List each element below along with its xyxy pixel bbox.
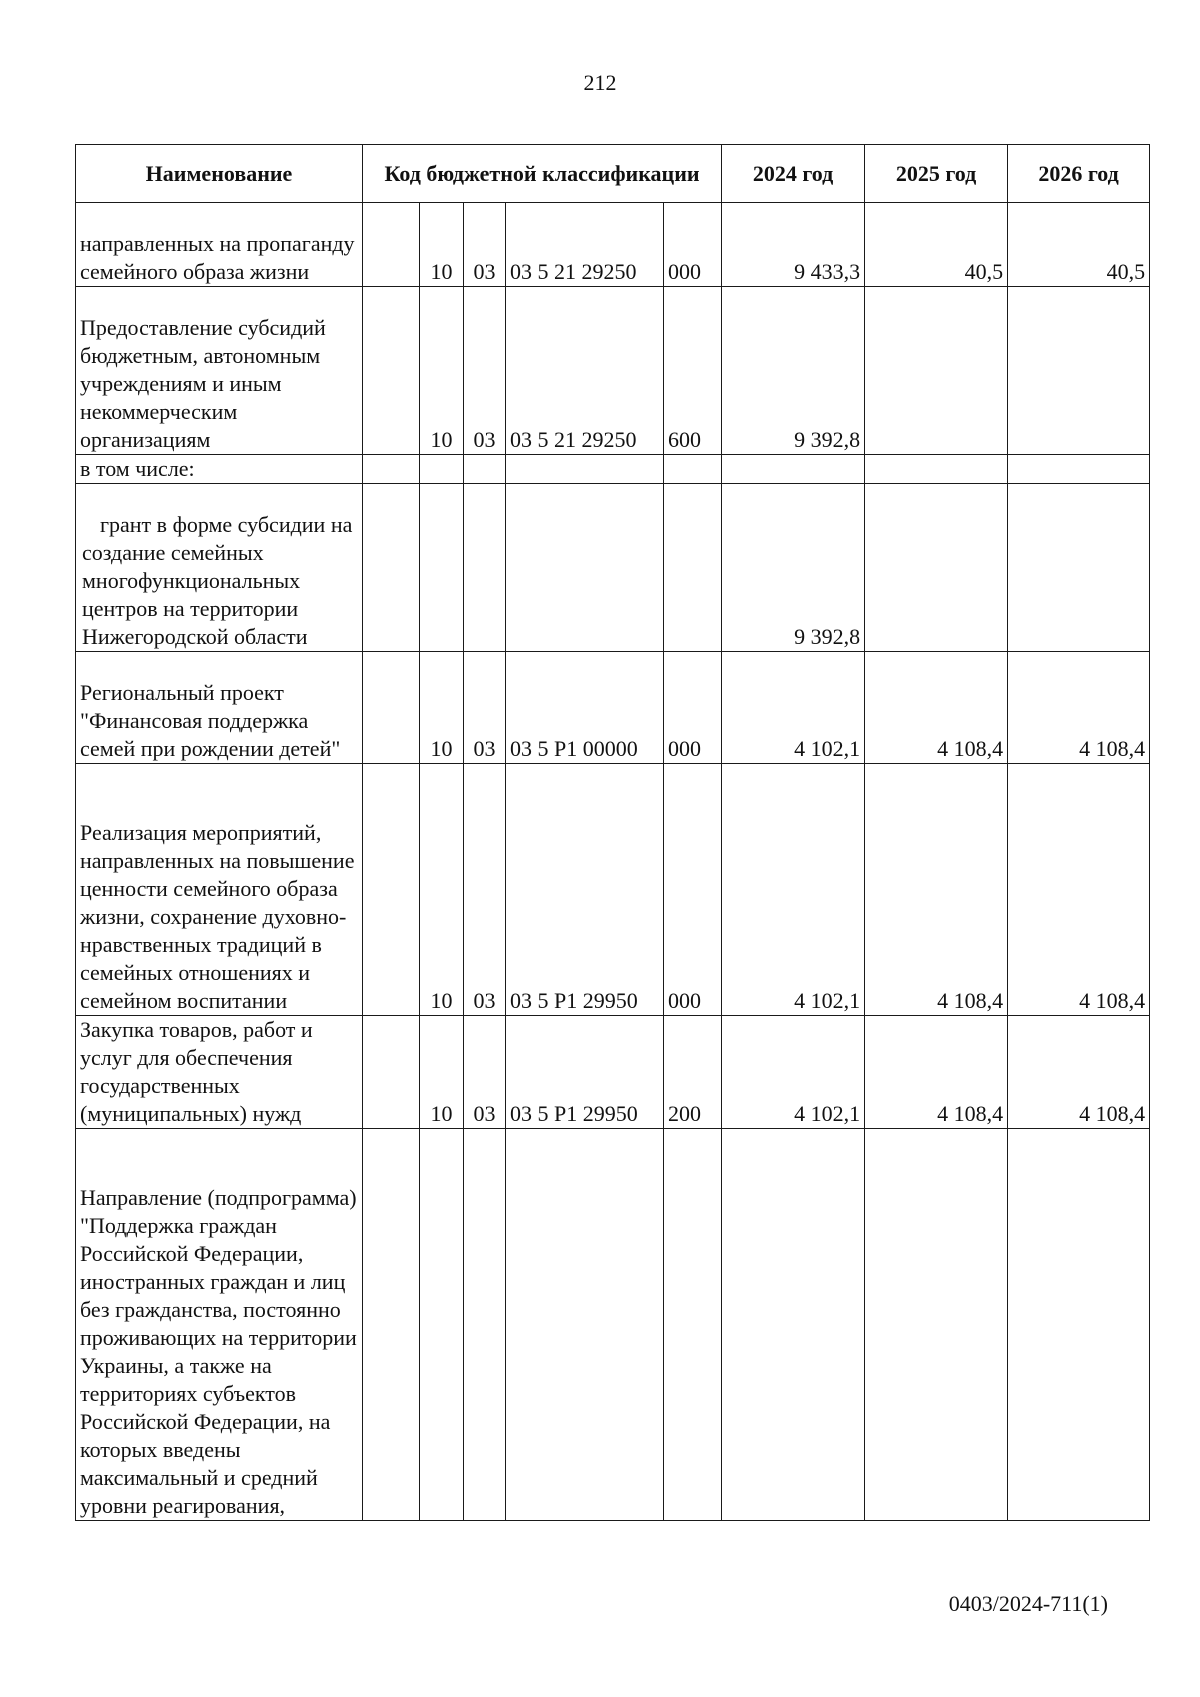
table-row bbox=[76, 203, 1150, 287]
row-spacer bbox=[363, 455, 420, 484]
row-value-2024: 9 392,8 bbox=[722, 287, 865, 455]
document-code: 0403/2024-711(1) bbox=[948, 1591, 1108, 1616]
row-value-2026: 4 108,4 bbox=[1008, 764, 1150, 1016]
row-value-2024: 4 102,1 bbox=[722, 1016, 865, 1129]
row-name: Направление (подпрограмма) "Поддержка граждан Российской Федерации, иностранных граждан и лиц без гражданства, постоянно проживающих на территории Украины, а также на территориях субъектов Российской Федерации, на которых введены максимальный и средний уровни реагирования, bbox=[76, 1129, 363, 1521]
row-section: 10 bbox=[420, 652, 464, 764]
row-value-2025: 4 108,4 bbox=[865, 764, 1008, 1016]
row-name: направленных на пропаганду семейного образа жизни bbox=[76, 203, 363, 287]
row-name: Реализация мероприятий, направленных на повышение ценности семейного образа жизни, сохранение духовно-нравственных традиций в семейных отношениях и семейном воспитании bbox=[76, 764, 363, 1016]
row-target-article bbox=[506, 484, 664, 652]
page-number: 212 bbox=[583, 70, 617, 95]
row-subsection bbox=[464, 455, 506, 484]
row-name bbox=[76, 484, 363, 652]
row-spacer bbox=[363, 203, 420, 287]
row-spacer bbox=[363, 1016, 420, 1129]
row-expense-type bbox=[664, 455, 722, 484]
row-subsection bbox=[464, 1129, 506, 1521]
header-name: Наименование bbox=[76, 145, 363, 203]
row-target-article bbox=[506, 1129, 664, 1521]
row-expense-type bbox=[664, 1129, 722, 1521]
row-section: 10 bbox=[420, 764, 464, 1016]
row-name: Закупка товаров, работ и услуг для обеспечения государственных (муниципальных) нужд bbox=[76, 1016, 363, 1129]
row-value-2025 bbox=[865, 287, 1008, 455]
row-expense-type: 000 bbox=[664, 764, 722, 1016]
row-target-article: 03 5 21 29250 bbox=[506, 287, 664, 455]
row-name: Предоставление субсидий бюджетным, автономным учреждениям и иным некоммерческим организациям bbox=[76, 287, 363, 455]
row-expense-type: 000 bbox=[664, 203, 722, 287]
row-value-2024: 9 433,3 bbox=[722, 203, 865, 287]
row-value-2024: 4 102,1 bbox=[722, 764, 865, 1016]
row-subsection: 03 bbox=[464, 1016, 506, 1129]
row-section: 10 bbox=[420, 203, 464, 287]
row-value-2026 bbox=[1008, 287, 1150, 455]
row-subsection: 03 bbox=[464, 764, 506, 1016]
row-value-2024 bbox=[722, 455, 865, 484]
row-target-article bbox=[506, 455, 664, 484]
row-subsection: 03 bbox=[464, 287, 506, 455]
row-name-text: грант в форме субсидии на создание семейных многофункциональных центров на территории Нижегородской области bbox=[82, 512, 353, 649]
row-spacer bbox=[363, 652, 420, 764]
row-value-2024: 4 102,1 bbox=[722, 652, 865, 764]
header-2025: 2025 год bbox=[865, 145, 1008, 203]
row-value-2026: 40,5 bbox=[1008, 203, 1150, 287]
table-row bbox=[76, 1129, 1150, 1521]
row-name: в том числе: bbox=[76, 455, 363, 484]
row-expense-type: 600 bbox=[664, 287, 722, 455]
row-target-article: 03 5 Р1 29950 bbox=[506, 764, 664, 1016]
row-value-2025: 40,5 bbox=[865, 203, 1008, 287]
header-2026: 2026 год bbox=[1008, 145, 1150, 203]
row-subsection: 03 bbox=[464, 203, 506, 287]
row-section bbox=[420, 484, 464, 652]
row-value-2024: 9 392,8 bbox=[722, 484, 865, 652]
row-section bbox=[420, 455, 464, 484]
row-value-2026 bbox=[1008, 1129, 1150, 1521]
row-value-2025 bbox=[865, 455, 1008, 484]
row-subsection bbox=[464, 484, 506, 652]
header-2024: 2024 год bbox=[722, 145, 865, 203]
table-row bbox=[76, 652, 1150, 764]
row-value-2026 bbox=[1008, 455, 1150, 484]
row-expense-type bbox=[664, 484, 722, 652]
row-subsection: 03 bbox=[464, 652, 506, 764]
row-expense-type: 200 bbox=[664, 1016, 722, 1129]
row-expense-type: 000 bbox=[664, 652, 722, 764]
row-value-2025 bbox=[865, 1129, 1008, 1521]
row-target-article: 03 5 Р1 29950 bbox=[506, 1016, 664, 1129]
row-target-article: 03 5 21 29250 bbox=[506, 203, 664, 287]
row-value-2025 bbox=[865, 484, 1008, 652]
budget-table bbox=[75, 144, 1150, 1521]
table-row bbox=[76, 1016, 1150, 1129]
row-spacer bbox=[363, 287, 420, 455]
table-header-row bbox=[76, 145, 1150, 203]
row-name: Региональный проект "Финансовая поддержка семей при рождении детей" bbox=[76, 652, 363, 764]
table-row bbox=[76, 484, 1150, 652]
row-section: 10 bbox=[420, 1016, 464, 1129]
row-value-2025: 4 108,4 bbox=[865, 652, 1008, 764]
table-row bbox=[76, 764, 1150, 1016]
row-target-article: 03 5 Р1 00000 bbox=[506, 652, 664, 764]
row-value-2024 bbox=[722, 1129, 865, 1521]
table-row bbox=[76, 287, 1150, 455]
row-section: 10 bbox=[420, 287, 464, 455]
row-section bbox=[420, 1129, 464, 1521]
row-value-2026 bbox=[1008, 484, 1150, 652]
table-row bbox=[76, 455, 1150, 484]
row-spacer bbox=[363, 764, 420, 1016]
row-value-2026: 4 108,4 bbox=[1008, 1016, 1150, 1129]
header-code: Код бюджетной классификации bbox=[363, 145, 722, 203]
row-value-2026: 4 108,4 bbox=[1008, 652, 1150, 764]
row-spacer bbox=[363, 1129, 420, 1521]
row-spacer bbox=[363, 484, 420, 652]
row-value-2025: 4 108,4 bbox=[865, 1016, 1008, 1129]
